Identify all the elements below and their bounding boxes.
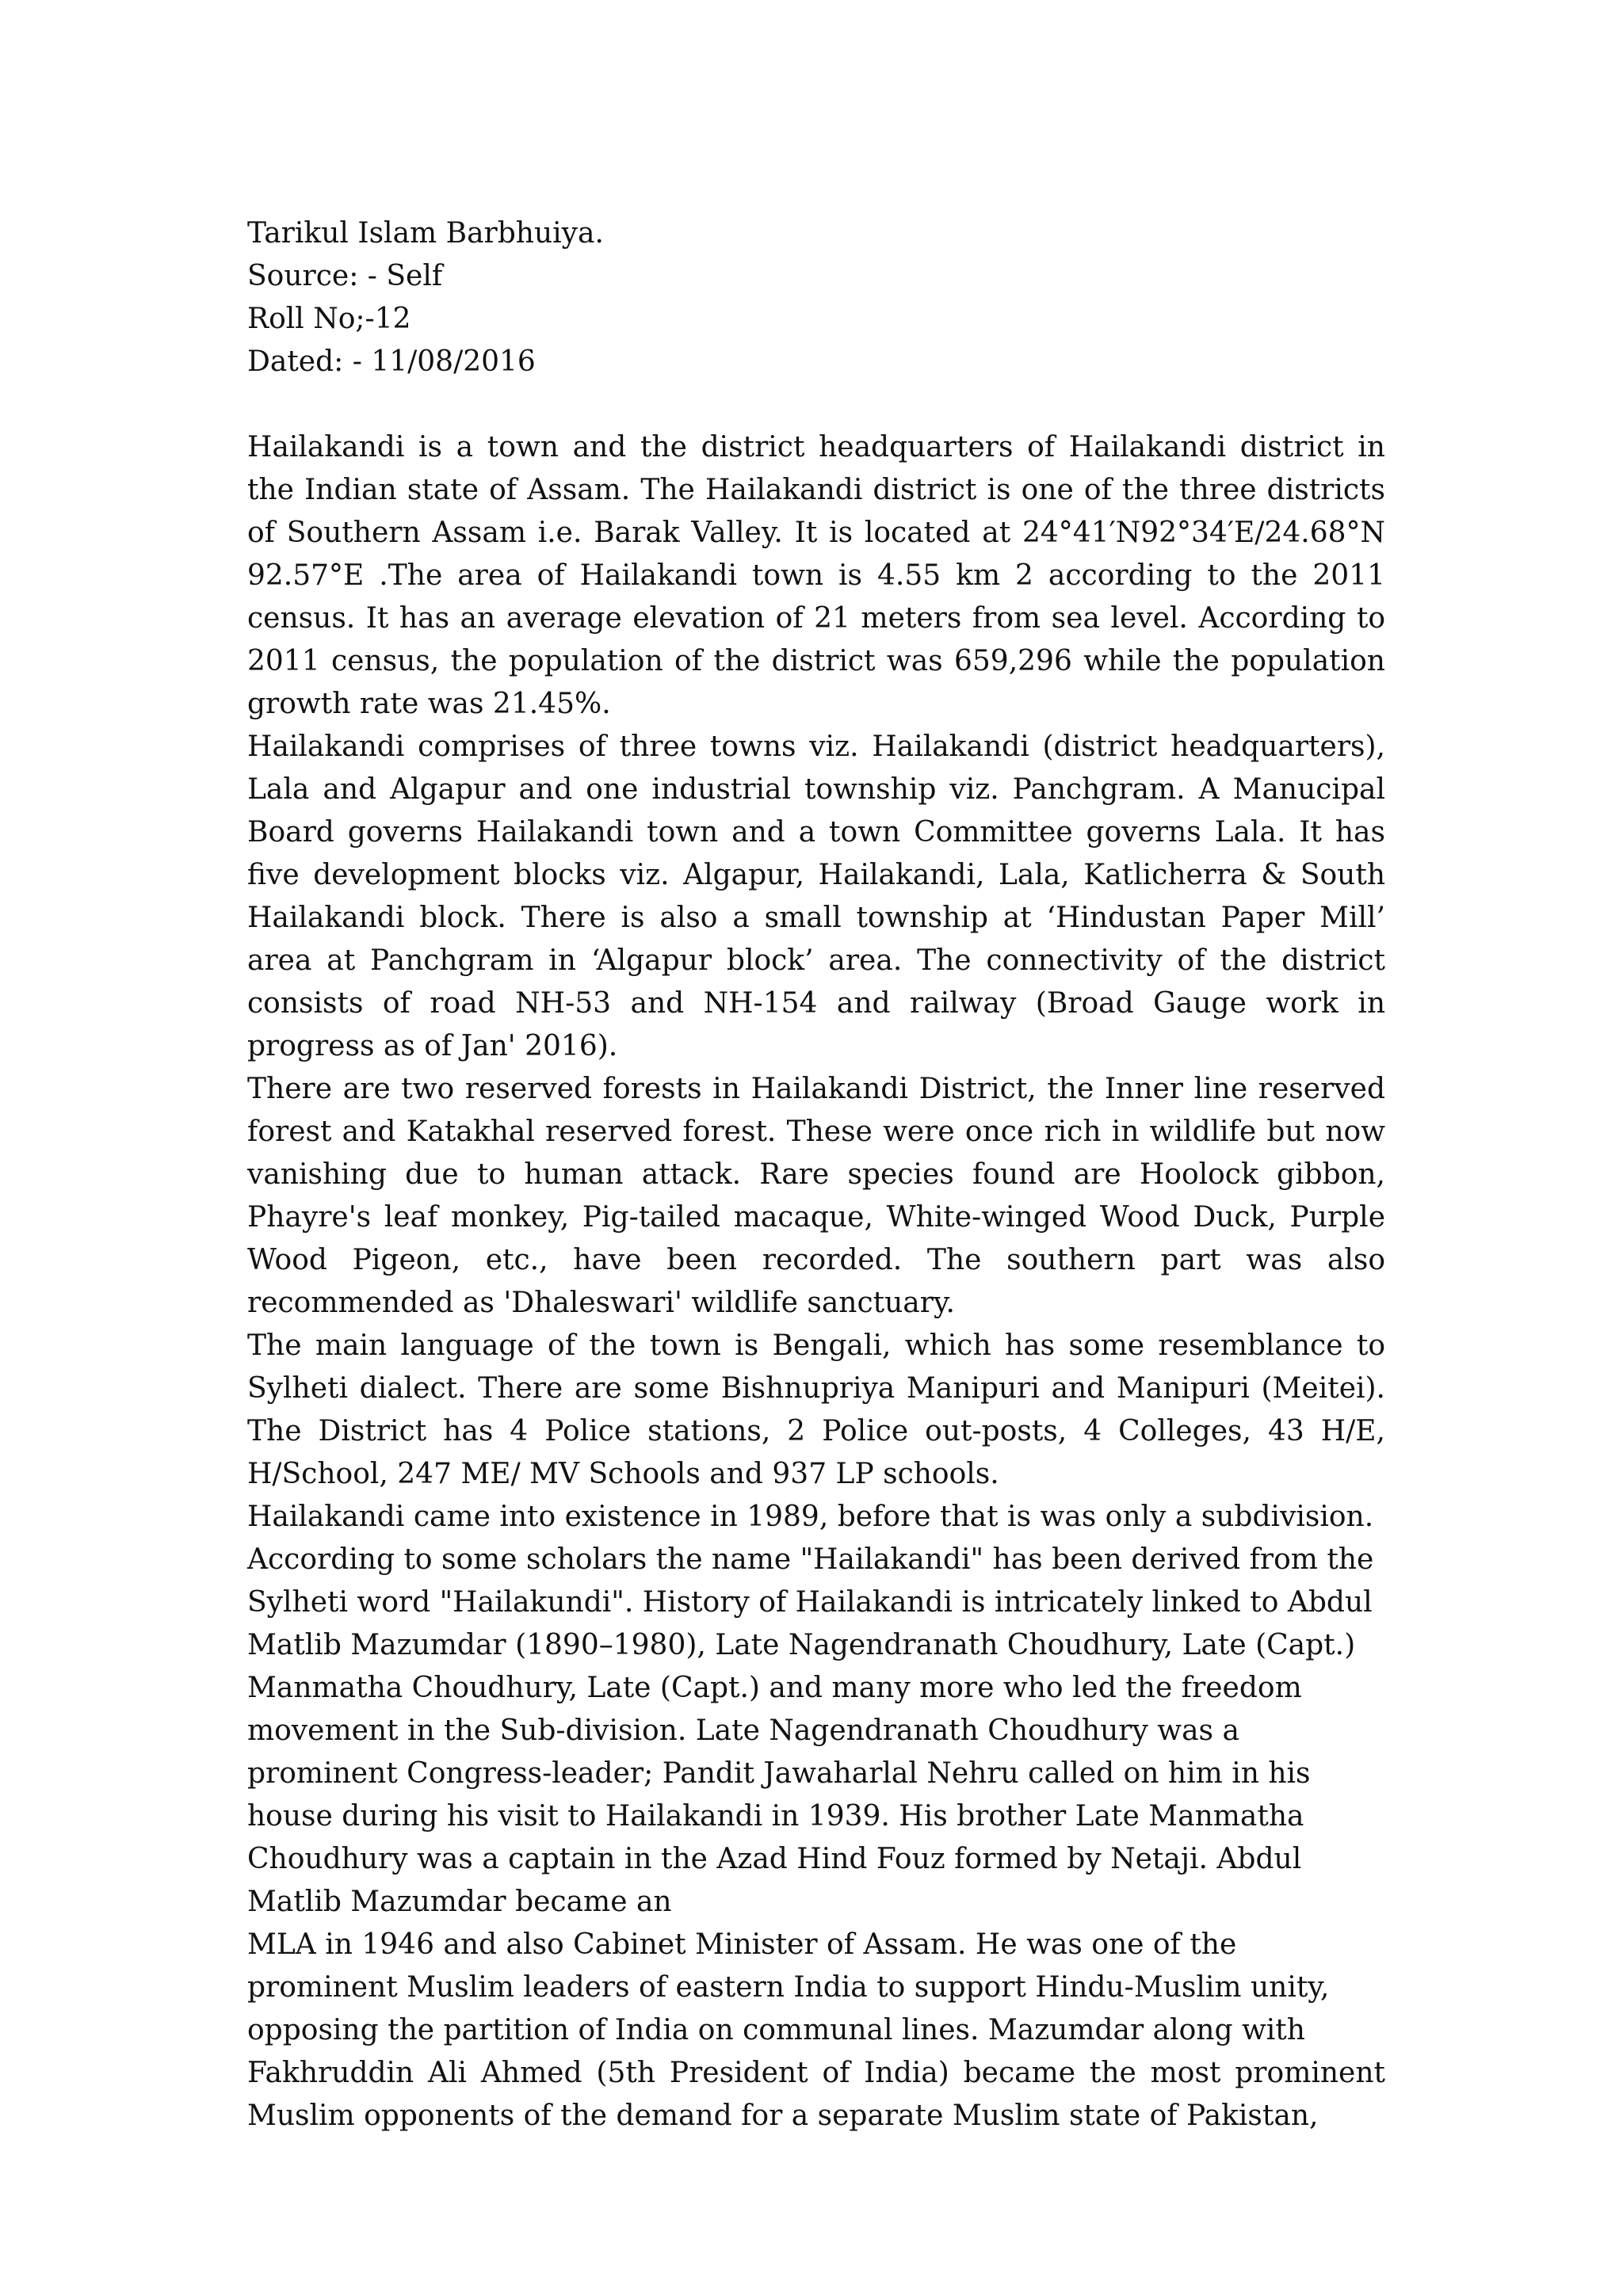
date-line: Dated: - 11/08/2016	[247, 345, 536, 378]
paragraph-mazumdar: MLA in 1946 and also Cabinet Minister of Assam. He was one of the prominent Muslim leaders of eastern India to support Hindu-Muslim unity, opposing the partition of India on communal lines. Mazumdar along with	[247, 1928, 1330, 2046]
paragraph-history: Hailakandi came into existence in 1989, before that is was only a subdivision. According to some scholars the name "Hailakandi" has been derived from the Sylheti word "Hailakundi". History of Hailakandi is intricately linked to Abdul Matlib Mazumdar (1890–1980), Late Nagendranath Choudhury, Late (Capt.) Manmatha Choudhury, Late (Capt.) and many more who led the freedom movement in the Sub-division. Late Nagendranath Choudhury was a prominent Congress-leader; Pandit Jawaharlal Nehru called on him in his house during his visit to Hailakandi in 1939. His brother Late Manmatha Choudhury was a captain in the Azad Hind Fouz formed by Netaji. Abdul Matlib Mazumdar became an	[247, 1501, 1374, 1918]
author-name: Tarikul Islam Barbhuiya.	[247, 217, 604, 250]
roll-number: Roll No;-12	[247, 303, 411, 335]
document-body	[247, 212, 1385, 2138]
paragraph-overview: Hailakandi is a town and the district headquarters of Hailakandi district in the Indian state of Assam. The Hailakandi district is one of the three districts of Southern Assam i.e. Barak Valley. It is located at 24°41′N92°34′E/24.68°N 92.57°E .The area of Hailakandi town is 4.55 km 2 according to the 2011 census. It has an average elevation of 21 meters from sea level. According to 2011 census, the population of the district was 659,296 while the population growth rate was 21.45%.	[247, 431, 1385, 720]
paragraph-forests: There are two reserved forests in Hailakandi District, the Inner line reserved forest and Katakhal reserved forest. These were once rich in wildlife but now vanishing due to human attack. Rare species found are Hoolock gibbon, Phayre's leaf monkey, Pig-tailed macaque, White-winged Wood Duck, Purple Wood Pigeon, etc., have been recorded. The southern part was also recommended as 'Dhaleswari' wildlife sanctuary.	[247, 1073, 1385, 1319]
source-line: Source: - Self	[247, 260, 443, 292]
paragraph-towns: Hailakandi comprises of three towns viz. Hailakandi (district headquarters), Lala and Algapur and one industrial township viz. Panchgram. A Manucipal Board governs Hailakandi town and a town Committee governs Lala. It has five development blocks viz. Algapur, Hailakandi, Lala, Katlicherra & South Hailakandi block. There is also a small township at ‘Hindustan Paper Mill’ area at Panchgram in ‘Algapur block’ area. The connectivity of the district consists of road NH-53 and NH-154 and railway (Broad Gauge work in progress as of Jan' 2016).	[247, 730, 1385, 1062]
document-header	[247, 212, 1385, 383]
paragraph-language: The main language of the town is Bengali, which has some resemblance to Sylheti dialect. There are some Bishnupriya Manipuri and Manipuri (Meitei). The District has 4 Police stations, 2 Police out-posts, 4 Colleges, 43 H/E, H/School, 247 ME/ MV Schools and 937 LP schools.	[247, 1329, 1385, 1490]
paragraph-ahmed: Fakhruddin Ali Ahmed (5th President of India) became the most prominent Muslim opponents of the demand for a separate Muslim state of Pakistan,	[247, 2057, 1385, 2132]
